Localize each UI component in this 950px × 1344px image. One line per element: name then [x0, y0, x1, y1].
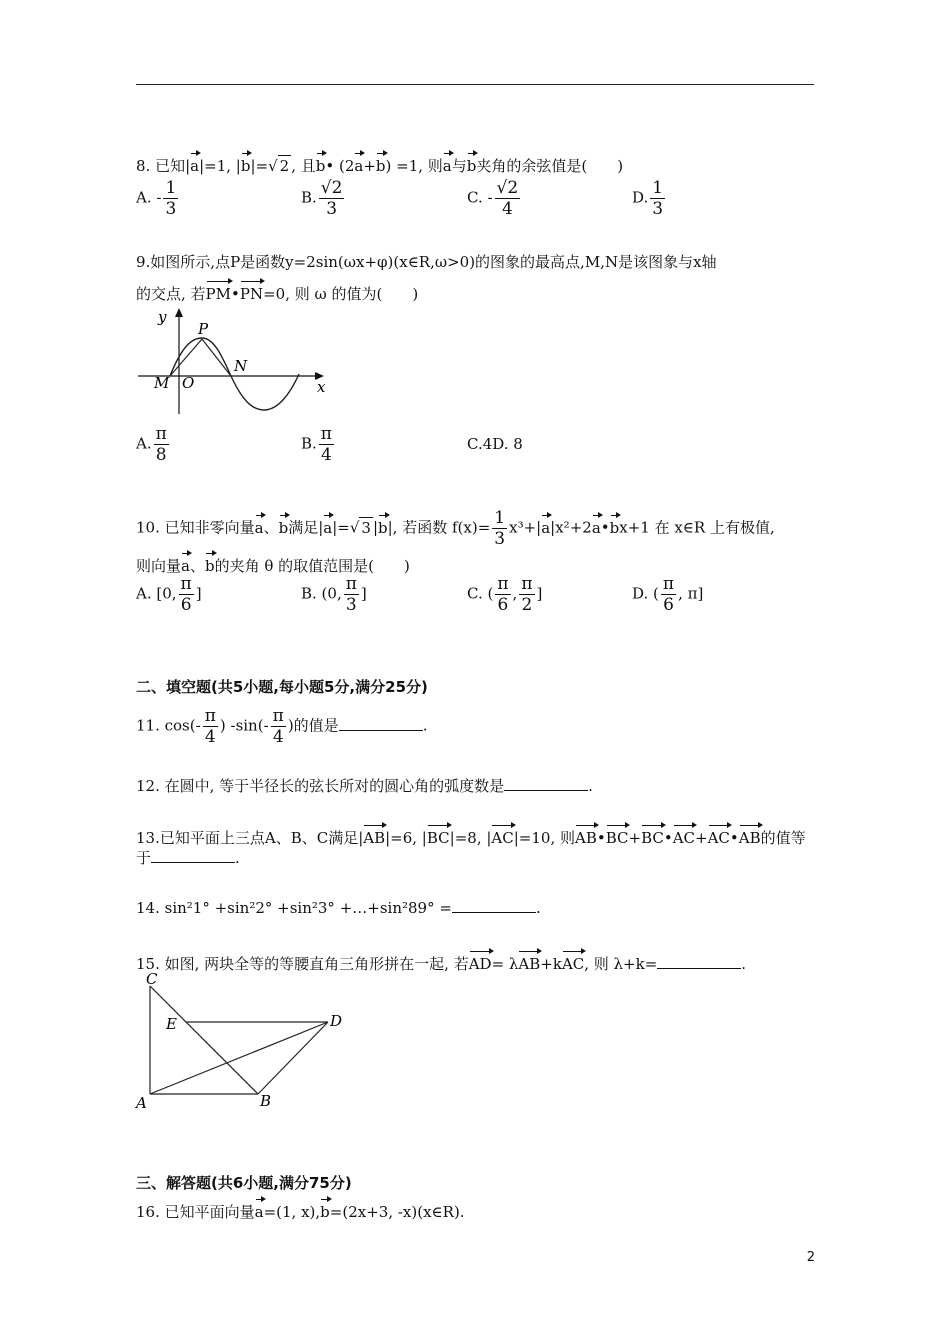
sqrt-value: 2 [279, 157, 290, 175]
q10-option-c: C. ( $\frac{\pi}{6}$ , $\frac{\pi}{2}$ ] [467, 574, 543, 615]
question-16: 16. 已知平面向量a=(1, x),b=(2x+3, -x)(x∈R). [136, 1196, 465, 1222]
fraction: $\frac{\pi}{6}$ [497, 574, 509, 615]
point-d-label: D [330, 1012, 343, 1030]
question-8: 8. 已知|a|=1, |b|=√ 2 , 且b• (2a+b) =1, 则a与b夹角的余弦值是( ) [136, 150, 623, 176]
vector-a: a [190, 150, 199, 176]
q8-option-d: D. $\frac{1}{3}$ [632, 178, 664, 219]
segment-cb [150, 986, 258, 1094]
q9-option-b: B. $\frac{\pi}{4}$ [301, 424, 332, 465]
point-n-label: N [234, 357, 248, 375]
fraction: $\frac{√2}{4}$ [496, 178, 519, 219]
fraction: $\frac{1}{3}$ [165, 178, 177, 219]
q8-option-b: B. $\frac{√2}{3}$ [301, 178, 343, 219]
vector-pn: PN [240, 278, 263, 304]
answer-blank[interactable] [151, 848, 235, 863]
segment-pn [202, 339, 231, 376]
fraction: $\frac{\pi}{3}$ [345, 574, 357, 615]
vector-b: b [241, 150, 251, 176]
triangles-figure [132, 966, 352, 1116]
q10-option-b: B. (0, $\frac{\pi}{3}$ ] [301, 574, 367, 615]
q8-option-a: A. - $\frac{1}{3}$ [136, 178, 177, 219]
q10-option-d: D. ( $\frac{\pi}{6}$ , π] [632, 574, 704, 615]
fraction: $\frac{\pi}{4}$ [272, 706, 284, 747]
fraction: $\frac{1}{3}$ [494, 508, 506, 549]
question-11: 11. cos(- $\frac{\pi}{4}$ ) -sin(- $\frac{\pi}{4}$ )的值是 . [136, 706, 428, 747]
question-12: 12. 在圆中, 等于半径长的弦长所对的圆心角的弧度数是 . [136, 777, 593, 795]
point-m-label: M [154, 374, 170, 392]
segment-pm [170, 339, 202, 376]
section-3-heading: 三、解答题(共6小题,满分75分) [136, 1174, 352, 1192]
fraction: $\frac{1}{3}$ [652, 178, 664, 219]
origin-label: O [182, 374, 195, 392]
fraction: $\frac{\pi}{8}$ [155, 424, 167, 465]
answer-blank[interactable] [657, 954, 741, 969]
answer-blank[interactable] [452, 898, 536, 913]
q10-option-a: A. [0, $\frac{\pi}{6}$ ] [136, 574, 202, 615]
question-14: 14. sin²1° +sin²2° +sin²3° +…+sin²89° = . [136, 899, 541, 917]
question-9-line-2: 的交点, 若PM•PN=0, 则 ω 的值为( ) [136, 278, 418, 304]
point-a-label: A [136, 1094, 147, 1112]
y-label: y [158, 308, 167, 326]
answer-blank[interactable] [504, 776, 588, 791]
fraction: $\frac{\pi}{6}$ [662, 574, 675, 615]
question-9-line-1: 9.如图所示,点P是函数y=2sin(ωx+φ)(x∈R,ω>0)的图象的最高点,M,N是该图象与x轴 [136, 253, 717, 271]
header-rule [136, 84, 814, 85]
fraction: $\frac{\pi}{6}$ [180, 574, 192, 615]
fraction: $\frac{\pi}{2}$ [521, 574, 533, 615]
answer-blank[interactable] [339, 716, 423, 731]
q8-option-c: C. - $\frac{√2}{4}$ [467, 178, 519, 219]
vector-pm: PM [206, 278, 231, 304]
fraction: $\frac{√2}{3}$ [320, 178, 343, 219]
question-13-line-1: 13.已知平面上三点A、B、C满足|AB|=6, |BC|=8, |AC|=10, 则AB•BC+BC•AC+AC•AB的值等 [136, 822, 806, 848]
point-e-label: E [166, 1015, 177, 1033]
fraction: $\frac{\pi}{4}$ [320, 424, 332, 465]
q9-option-cd: C.4D. 8 [467, 435, 523, 453]
question-15: 15. 如图, 两块全等的等腰直角三角形拼在一起, 若AD= λAB+kAC, 则 λ+k= . [136, 948, 746, 974]
point-b-label: B [260, 1092, 272, 1110]
fraction: $\frac{\pi}{4}$ [204, 706, 216, 747]
question-10-line-2: 则向量a、b的夹角 θ 的取值范围是( ) [136, 550, 410, 576]
page-number: 2 [806, 1250, 815, 1265]
x-label: x [317, 378, 326, 396]
q9-option-a: A. $\frac{\pi}{8}$ [136, 424, 167, 465]
section-2-heading: 二、填空题(共5小题,每小题5分,满分25分) [136, 678, 428, 696]
point-c-label: C [146, 970, 158, 988]
segment-bd [258, 1022, 328, 1094]
y-axis-arrow [175, 308, 183, 317]
question-13-line-2: 于 . [136, 849, 240, 867]
sine-graph-figure [134, 302, 334, 417]
point-p-label: P [198, 320, 209, 338]
question-10-line-1: 10. 已知非零向量a、b满足|a|=√ 3 |b|, 若函数 f(x)= $\frac{1}{3}$ x³+|a|x²+2a•bx+1 在 x∈R 上有极值, [136, 508, 775, 549]
